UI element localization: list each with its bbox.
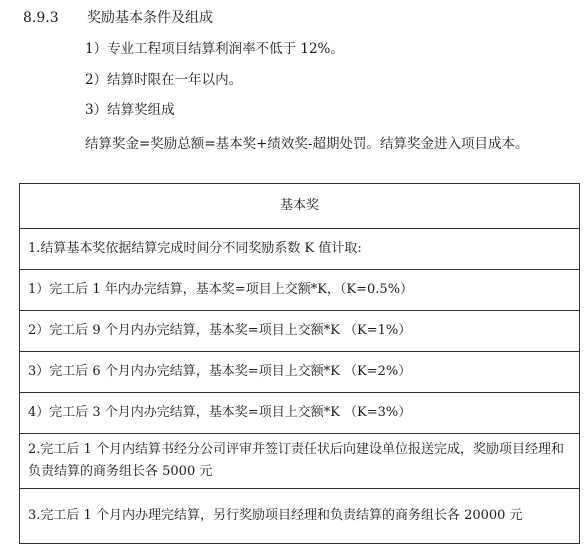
table-row: 3）完工后 6 个月内办完结算，基本奖=项目上交额*K （K=2%） (20, 352, 580, 393)
list-item: 2）结算时限在一年以内。 (85, 72, 243, 88)
table-row: 4）完工后 3 个月内办完结算，基本奖=项目上交额*K （K=3%） (20, 393, 580, 434)
list-item: 3）结算奖组成 (85, 102, 175, 118)
table-row: 1）完工后 1 年内办完结算，基本奖=项目上交额*K，（K=0.5%） (20, 270, 580, 311)
table-row: 2.完工后 1 个月内结算书经分公司评审并签订责任状后向建设单位报送完成，奖励项目经理和负责结算的商务组长各 5000 元 (20, 434, 580, 489)
table-row: 2）完工后 9 个月内办完结算，基本奖=项目上交额*K （K=1%） (20, 311, 580, 352)
section-number: 8.9.3 (23, 10, 59, 26)
table-row: 1.结算基本奖依据结算完成时间分不同奖励系数 K 值计取: (20, 229, 580, 270)
bonus-formula-paragraph: 结算奖金=奖励总额=基本奖+绩效奖-超期处罚。结算奖金进入项目成本。 (85, 136, 529, 152)
section-title: 奖励基本条件及组成 (87, 10, 213, 26)
table-header: 基本奖 (20, 184, 580, 229)
table-row: 3.完工后 1 个月内办理完结算，另行奖励项目经理和负责结算的商务组长各 20000 元 (20, 489, 580, 544)
list-item: 1）专业工程项目结算利润率不低于 12%。 (85, 41, 344, 57)
section-heading (23, 9, 213, 27)
basic-bonus-table (19, 183, 580, 544)
